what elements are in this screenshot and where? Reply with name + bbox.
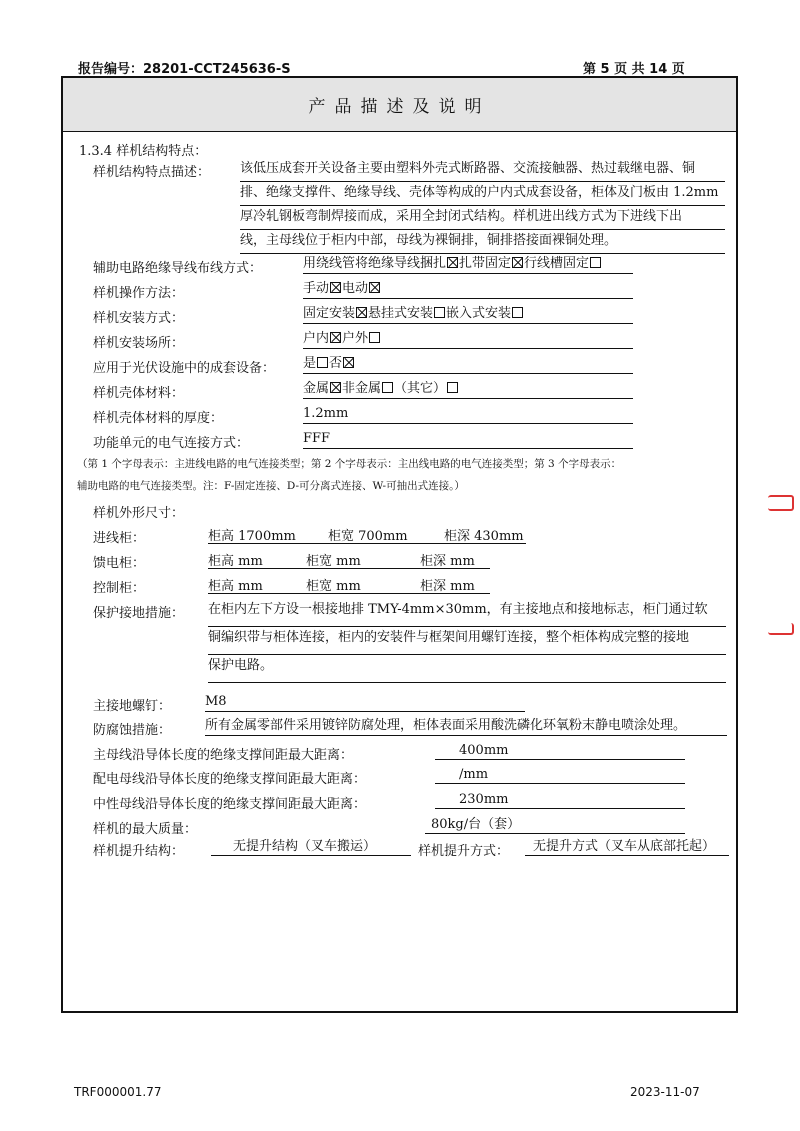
pv-options: 是 否	[303, 355, 633, 374]
checkbox-cable-tie[interactable]	[512, 257, 523, 268]
desc-line: 线，主母线位于柜内中部，母线为裸铜排，铜排搭接面裸铜处理。	[240, 230, 725, 254]
incoming-cabinet-dims: 柜高 1700mm 柜宽 700mm 柜深 430mm	[208, 525, 526, 544]
material-options: 金属 非金属 （其它）	[303, 380, 633, 399]
anticorrosion-label: 防腐蚀措施：	[93, 723, 172, 738]
title-band	[63, 78, 736, 132]
checkbox-metal[interactable]	[330, 382, 341, 393]
checkbox-indoor[interactable]	[330, 332, 341, 343]
checkbox-cable-tube[interactable]	[447, 257, 458, 268]
grounding-line: 铜编织带与柜体连接，柜内的安装件与框架间用螺钉连接，整个柜体构成完整的接地	[208, 627, 726, 655]
ground-screw-label: 主接地螺钉：	[93, 699, 172, 714]
document-frame	[61, 76, 738, 1013]
control-cabinet-dims: 柜高 mm 柜宽 mm 柜深 mm	[208, 575, 490, 594]
operation-label: 样机操作方法：	[93, 286, 185, 301]
neutral-bus-spacing-value: 230mm	[435, 791, 685, 809]
feeder-cabinet-label: 馈电柜：	[93, 556, 146, 571]
mass-label: 样机的最大质量：	[93, 822, 198, 837]
aux-wiring-options: 用绕线管将绝缘导线捆扎 扎带固定 行线槽固定	[303, 255, 633, 274]
install-method-options: 固定安装 悬挂式安装 嵌入式安装	[303, 305, 633, 324]
lift-structure-value: 无提升结构（叉车搬运）	[211, 838, 411, 856]
dist-bus-spacing-label: 配电母线沿导体长度的绝缘支撑间距最大距离：	[93, 772, 367, 787]
operation-options: 手动 电动	[303, 280, 633, 299]
main-bus-spacing-label: 主母线沿导体长度的绝缘支撑间距最大距离：	[93, 748, 354, 763]
conn-value: FFF	[303, 430, 633, 449]
thickness-value: 1.2mm	[303, 405, 633, 424]
section-heading: 1.3.4 样机结构特点：	[79, 144, 208, 159]
install-site-options: 户内 户外	[303, 330, 633, 349]
checkbox-hanging[interactable]	[434, 307, 445, 318]
checkbox-nonmetal[interactable]	[382, 382, 393, 393]
desc-line: 排、绝缘支撑件、绝缘导线、壳体等构成的户内式成套设备，柜体及门板由 1.2mm	[240, 182, 725, 206]
checkbox-embedded[interactable]	[512, 307, 523, 318]
checkbox-outdoor[interactable]	[369, 332, 380, 343]
checkbox-manual[interactable]	[330, 282, 341, 293]
note-line-2: 辅助电路的电气连接类型。注：F-固定连接、D-可分离式连接、W-可抽出式连接。）	[77, 480, 465, 492]
checkbox-pv-yes[interactable]	[317, 357, 328, 368]
checkbox-wire-duct[interactable]	[590, 257, 601, 268]
mass-value: 80kg/台（套）	[425, 816, 685, 834]
stamp-mark-top	[768, 495, 794, 511]
grounding-paragraph	[208, 599, 726, 683]
material-label: 样机壳体材料：	[93, 386, 185, 401]
install-method-label: 样机安装方式：	[93, 311, 185, 326]
conn-label: 功能单元的电气连接方式：	[93, 436, 250, 451]
checkbox-fixed[interactable]	[356, 307, 367, 318]
page-info: 第 5 页 共 14 页	[583, 62, 685, 77]
desc-paragraph	[240, 158, 725, 254]
lift-structure-label: 样机提升结构：	[93, 844, 185, 859]
stamp-mark-bottom	[768, 623, 794, 635]
checkbox-pv-no[interactable]	[343, 357, 354, 368]
feeder-cabinet-dims: 柜高 mm 柜宽 mm 柜深 mm	[208, 550, 490, 569]
grounding-label: 保护接地措施：	[93, 606, 185, 621]
dims-label: 样机外形尺寸：	[93, 506, 185, 521]
grounding-line: 在柜内左下方设一根接地排 TMY-4mm×30mm，有主接地点和接地标志，柜门通过软	[208, 599, 726, 627]
report-number: 报告编号：28201-CCT245636-S	[78, 62, 291, 77]
ground-screw-value: M8	[205, 693, 525, 712]
lift-method-value: 无提升方式（叉车从底部托起）	[525, 838, 729, 856]
dist-bus-spacing-value: /mm	[435, 766, 685, 784]
pv-label: 应用于光伏设施中的成套设备：	[93, 361, 276, 376]
grounding-line: 保护电路。	[208, 655, 726, 683]
aux-wiring-label: 辅助电路绝缘导线布线方式：	[93, 261, 263, 276]
lift-method-label: 样机提升方式：	[418, 844, 510, 859]
form-number: TRF000001.77	[74, 1085, 162, 1099]
control-cabinet-label: 控制柜：	[93, 581, 146, 596]
checkbox-other[interactable]	[447, 382, 458, 393]
incoming-cabinet-label: 进线柜：	[93, 531, 146, 546]
desc-label: 样机结构特点描述：	[93, 165, 211, 180]
main-bus-spacing-value: 400mm	[435, 742, 685, 760]
thickness-label: 样机壳体材料的厚度：	[93, 411, 224, 426]
footer-date: 2023-11-07	[630, 1085, 700, 1099]
neutral-bus-spacing-label: 中性母线沿导体长度的绝缘支撑间距最大距离：	[93, 797, 367, 812]
document-title: 产品描述及说明	[308, 97, 491, 117]
desc-line: 该低压成套开关设备主要由塑料外壳式断路器、交流接触器、热过载继电器、铜	[240, 158, 725, 182]
note-line-1: （第 1 个字母表示：主进线电路的电气连接类型；第 2 个字母表示：主出线电路的电气连接类型；第 3 个字母表示：	[77, 458, 622, 470]
anticorrosion-value: 所有金属零部件采用镀锌防腐处理，柜体表面采用酸洗磷化环氧粉末静电喷涂处理。	[205, 717, 727, 736]
desc-line: 厚冷轧钢板弯制焊接而成，采用全封闭式结构。样机进出线方式为下进线下出	[240, 206, 725, 230]
install-site-label: 样机安装场所：	[93, 336, 185, 351]
checkbox-electric[interactable]	[369, 282, 380, 293]
